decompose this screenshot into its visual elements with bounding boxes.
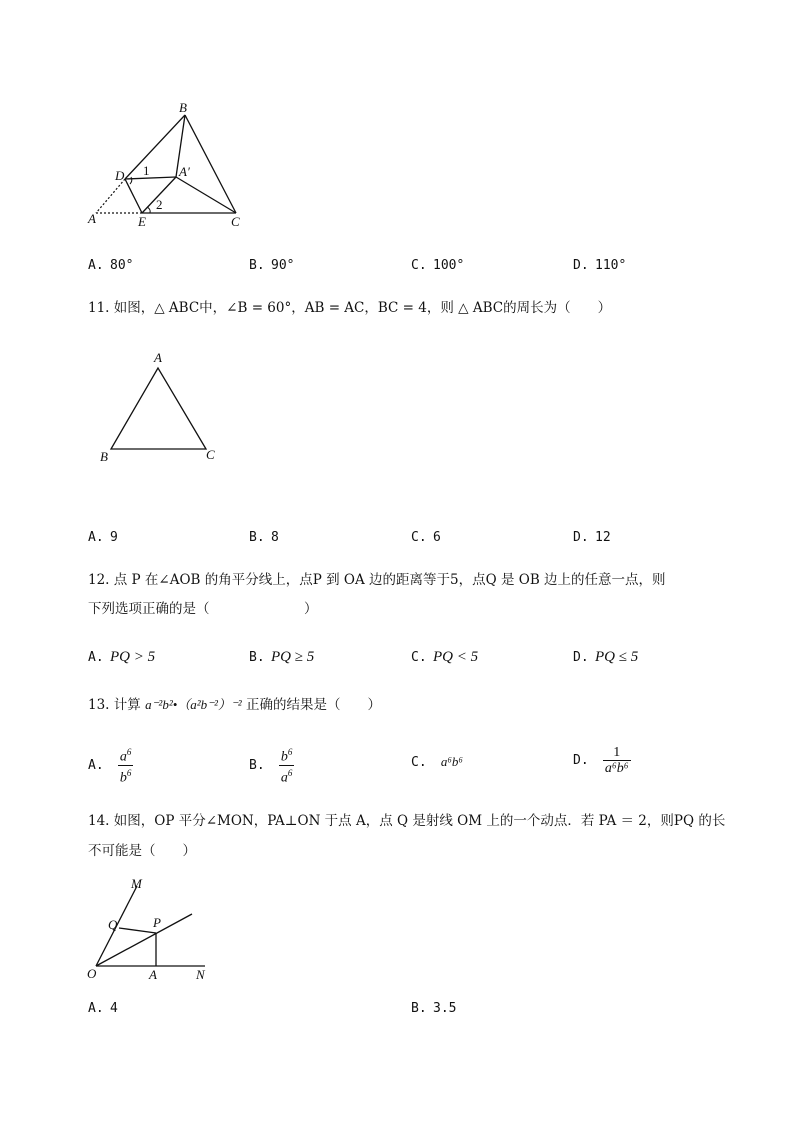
- q14-option-b: B. 3.5: [411, 1001, 457, 1016]
- q13-expression: a⁻²b²•（a²b⁻²）⁻²: [145, 697, 242, 712]
- q13-option-a-fraction: $\frac{a^6}{b^6}$: [119, 747, 132, 786]
- q12-option-d: D. PQ ≤ 5: [573, 649, 639, 665]
- fig11-label-C: C: [206, 447, 215, 462]
- figure-q11: [95, 348, 225, 468]
- q13-option-d-fraction: $\frac{1}{\text{a⁶b⁶}}$: [604, 745, 629, 776]
- q10-option-c: C. 100°: [411, 258, 465, 273]
- q11-option-b: B. 8: [249, 530, 279, 545]
- q12-option-a: A. PQ > 5: [88, 649, 156, 665]
- q14-question-line2: 不可能是（ ）: [88, 843, 196, 859]
- q13-option-b-fraction: $\frac{b^6}{a^6}$: [280, 747, 293, 786]
- q10-option-a: A. 80°: [88, 258, 134, 273]
- q10-option-d: D. 110°: [573, 258, 627, 273]
- q13-option-d: D. $\frac{1}{\text{a⁶b⁶}}$: [573, 745, 629, 776]
- q13-option-b: B. $\frac{b^6}{a^6}$: [249, 747, 293, 786]
- q12-option-b: B. PQ ≥ 5: [249, 649, 315, 665]
- q10-option-b: B. 90°: [249, 258, 295, 273]
- fig11-label-A: A: [154, 350, 162, 365]
- q13-question: [88, 690, 381, 720]
- fig10-label-1: 1: [143, 163, 150, 178]
- figure-q14: [82, 873, 217, 985]
- q14-question-line1: 14. 如图，OP 平分∠MON，PA⊥ON 于点 A，点 Q 是射线 OM 上的一个动点．若 PA ＝ 2，则PQ 的长: [88, 813, 726, 829]
- q12-option-c: C. PQ < 5: [411, 649, 479, 665]
- q11-option-c: C. 6: [411, 530, 441, 545]
- fig14-label-P: P: [153, 915, 161, 930]
- q13-option-a: A. $\frac{a^6}{b^6}$: [88, 747, 132, 786]
- q13-option-c: C. a⁶b⁶: [411, 754, 463, 770]
- fig14-label-N: N: [196, 967, 205, 982]
- fig10-label-2: 2: [156, 197, 163, 212]
- q12-question-line2: 下列选项正确的是（ ）: [88, 601, 318, 617]
- fig10-label-A: A: [88, 211, 96, 226]
- fig10-label-E: E: [138, 214, 146, 229]
- fig14-label-O: O: [87, 966, 97, 981]
- q13-prefix: 13. 计算: [88, 697, 141, 713]
- fig14-label-A: A: [149, 967, 157, 982]
- fig10-label-B: B: [179, 100, 187, 115]
- fig14-label-Q: Q: [108, 917, 118, 932]
- figure-q10: [80, 95, 260, 235]
- q14-option-a: A. 4: [88, 1001, 118, 1016]
- q11-option-a: A. 9: [88, 530, 118, 545]
- fig10-label-C: C: [231, 214, 240, 229]
- fig11-label-B: B: [100, 449, 108, 464]
- fig10-label-A1: A′: [179, 164, 190, 179]
- fig10-label-D: D: [115, 168, 125, 183]
- q12-question-line1: 12. 点 P 在∠AOB 的角平分线上，点P 到 OA 边的距离等于5，点Q 是 OB 边上的任意一点，则: [88, 572, 666, 588]
- fig14-label-M: M: [131, 876, 142, 891]
- q11-question: 11. 如图，△ ABC中，∠B = 60°，AB = AC，BC = 4，则 △ ABC的周长为（ ）: [88, 300, 612, 316]
- q13-suffix: 正确的结果是（ ）: [245, 697, 381, 713]
- q11-option-d: D. 12: [573, 530, 611, 545]
